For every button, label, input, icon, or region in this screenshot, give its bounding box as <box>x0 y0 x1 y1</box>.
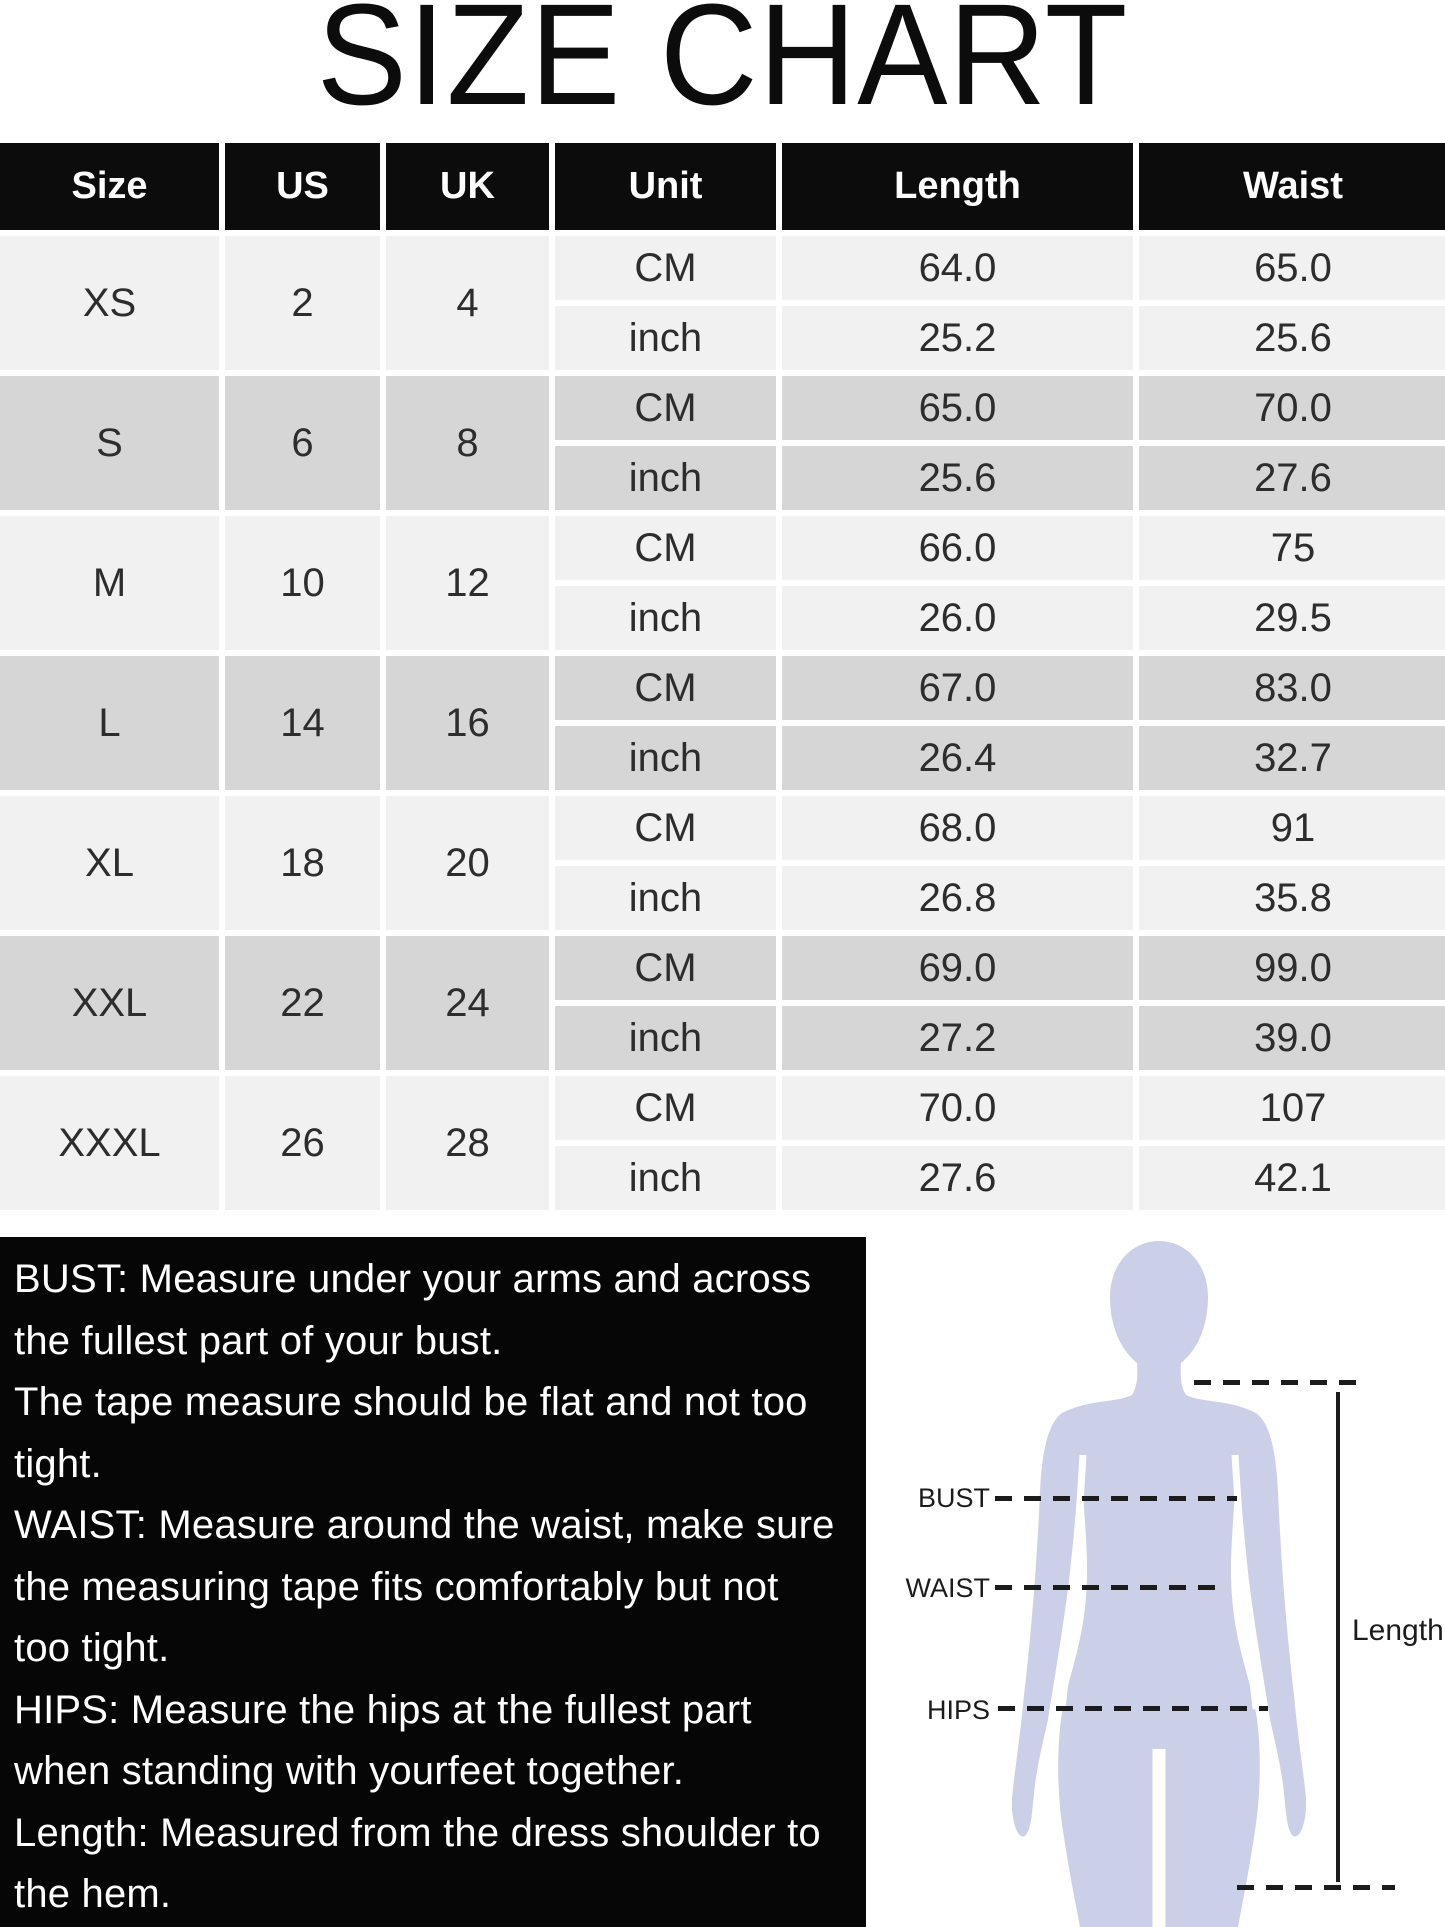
header-size: Size <box>0 143 219 230</box>
length-cell: 65.0 <box>782 376 1133 440</box>
waist-cell: 42.1 <box>1139 1146 1445 1210</box>
instruction-line: The tape measure should be flat and not too <box>14 1380 808 1424</box>
instruction-line: too tight. <box>14 1626 170 1670</box>
unit-cell: CM <box>555 516 776 580</box>
waist-cell: 35.8 <box>1139 866 1445 930</box>
length-cell: 66.0 <box>782 516 1133 580</box>
unit-cell: inch <box>555 1146 776 1210</box>
table-row <box>0 236 1445 300</box>
waist-cell: 75 <box>1139 516 1445 580</box>
instruction-line: when standing with yourfeet together. <box>14 1749 685 1793</box>
waist-cell: 39.0 <box>1139 1006 1445 1070</box>
uk-cell: 20 <box>386 796 549 930</box>
waist-cell: 27.6 <box>1139 446 1445 510</box>
length-cell: 70.0 <box>782 1076 1133 1140</box>
size-cell: XL <box>0 796 219 930</box>
unit-cell: inch <box>555 446 776 510</box>
table-row <box>0 796 1445 860</box>
waist-cell: 70.0 <box>1139 376 1445 440</box>
uk-cell: 24 <box>386 936 549 1070</box>
page-title: SIZE CHART <box>316 0 1129 135</box>
length-cell: 26.4 <box>782 726 1133 790</box>
table-header-row <box>0 143 1445 230</box>
table-row <box>0 376 1445 440</box>
body-measurement-diagram <box>866 1237 1445 1927</box>
waist-dashed-line <box>995 1585 1223 1590</box>
table-row <box>0 656 1445 720</box>
shoulder-dashed-line <box>1194 1380 1368 1385</box>
instruction-line: the measuring tape fits comfortably but not <box>14 1564 779 1609</box>
us-cell: 22 <box>225 936 380 1070</box>
size-group-xxxl <box>0 1076 1445 1210</box>
size-group-xxl <box>0 936 1445 1070</box>
length-cell: 27.2 <box>782 1006 1133 1070</box>
us-cell: 10 <box>225 516 380 650</box>
hips-dashed-line <box>998 1706 1268 1711</box>
length-cell: 64.0 <box>782 236 1133 300</box>
size-group-m <box>0 516 1445 650</box>
length-cell: 26.0 <box>782 586 1133 650</box>
waist-cell: 65.0 <box>1139 236 1445 300</box>
size-cell: M <box>0 516 219 650</box>
size-cell: L <box>0 656 219 790</box>
header-uk: UK <box>386 143 549 230</box>
size-cell: S <box>0 376 219 510</box>
uk-cell: 4 <box>386 236 549 370</box>
unit-cell: inch <box>555 586 776 650</box>
uk-cell: 8 <box>386 376 549 510</box>
unit-cell: CM <box>555 376 776 440</box>
measurement-instructions <box>0 1237 866 1927</box>
instruction-line: the fullest part of your bust. <box>14 1318 503 1363</box>
us-cell: 14 <box>225 656 380 790</box>
uk-cell: 16 <box>386 656 549 790</box>
unit-cell: CM <box>555 656 776 720</box>
unit-cell: inch <box>555 726 776 790</box>
unit-cell: CM <box>555 796 776 860</box>
header-length: Length <box>782 143 1133 230</box>
unit-cell: CM <box>555 936 776 1000</box>
table-row <box>0 1076 1445 1140</box>
waist-label: WAIST <box>905 1573 990 1603</box>
size-cell: XXL <box>0 936 219 1070</box>
length-measure-line <box>1336 1392 1340 1882</box>
length-cell: 27.6 <box>782 1146 1133 1210</box>
header-unit: Unit <box>555 143 776 230</box>
us-cell: 2 <box>225 236 380 370</box>
instruction-line: Length: Measured from the dress shoulder to <box>14 1810 821 1855</box>
unit-cell: inch <box>555 1006 776 1070</box>
uk-cell: 28 <box>386 1076 549 1210</box>
waist-cell: 107 <box>1139 1076 1445 1140</box>
unit-cell: inch <box>555 866 776 930</box>
instruction-line: the hem. <box>14 1872 172 1916</box>
length-label: Length <box>1352 1614 1444 1647</box>
female-silhouette-figure <box>990 1237 1328 1927</box>
waist-cell: 29.5 <box>1139 586 1445 650</box>
instruction-line: HIPS: Measure the hips at the fullest part <box>14 1687 752 1732</box>
size-cell: XS <box>0 236 219 370</box>
hem-dashed-line <box>1237 1885 1395 1890</box>
size-group-l <box>0 656 1445 790</box>
size-group-xl <box>0 796 1445 930</box>
length-cell: 26.8 <box>782 866 1133 930</box>
size-cell: XXXL <box>0 1076 219 1210</box>
uk-cell: 12 <box>386 516 549 650</box>
instruction-line: tight. <box>14 1441 102 1486</box>
header-us: US <box>225 143 380 230</box>
waist-cell: 99.0 <box>1139 936 1445 1000</box>
waist-cell: 32.7 <box>1139 726 1445 790</box>
us-cell: 18 <box>225 796 380 930</box>
length-cell: 68.0 <box>782 796 1133 860</box>
waist-cell: 83.0 <box>1139 656 1445 720</box>
length-cell: 67.0 <box>782 656 1133 720</box>
length-cell: 25.6 <box>782 446 1133 510</box>
us-cell: 26 <box>225 1076 380 1210</box>
length-cell: 69.0 <box>782 936 1133 1000</box>
table-row <box>0 516 1445 580</box>
waist-cell: 91 <box>1139 796 1445 860</box>
length-cell: 25.2 <box>782 306 1133 370</box>
us-cell: 6 <box>225 376 380 510</box>
size-group-xs <box>0 236 1445 370</box>
unit-cell: CM <box>555 1076 776 1140</box>
instruction-line: BUST: Measure under your arms and across <box>14 1257 812 1301</box>
waist-cell: 25.6 <box>1139 306 1445 370</box>
size-chart-table <box>0 137 1445 1216</box>
size-group-s <box>0 376 1445 510</box>
header-waist: Waist <box>1139 143 1445 230</box>
bust-dashed-line <box>995 1496 1237 1501</box>
instruction-line: WAIST: Measure around the waist, make sure <box>14 1503 835 1547</box>
unit-cell: inch <box>555 306 776 370</box>
table-row <box>0 936 1445 1000</box>
bust-label: BUST <box>917 1483 990 1513</box>
unit-cell: CM <box>555 236 776 300</box>
hips-label: HIPS <box>926 1695 990 1725</box>
